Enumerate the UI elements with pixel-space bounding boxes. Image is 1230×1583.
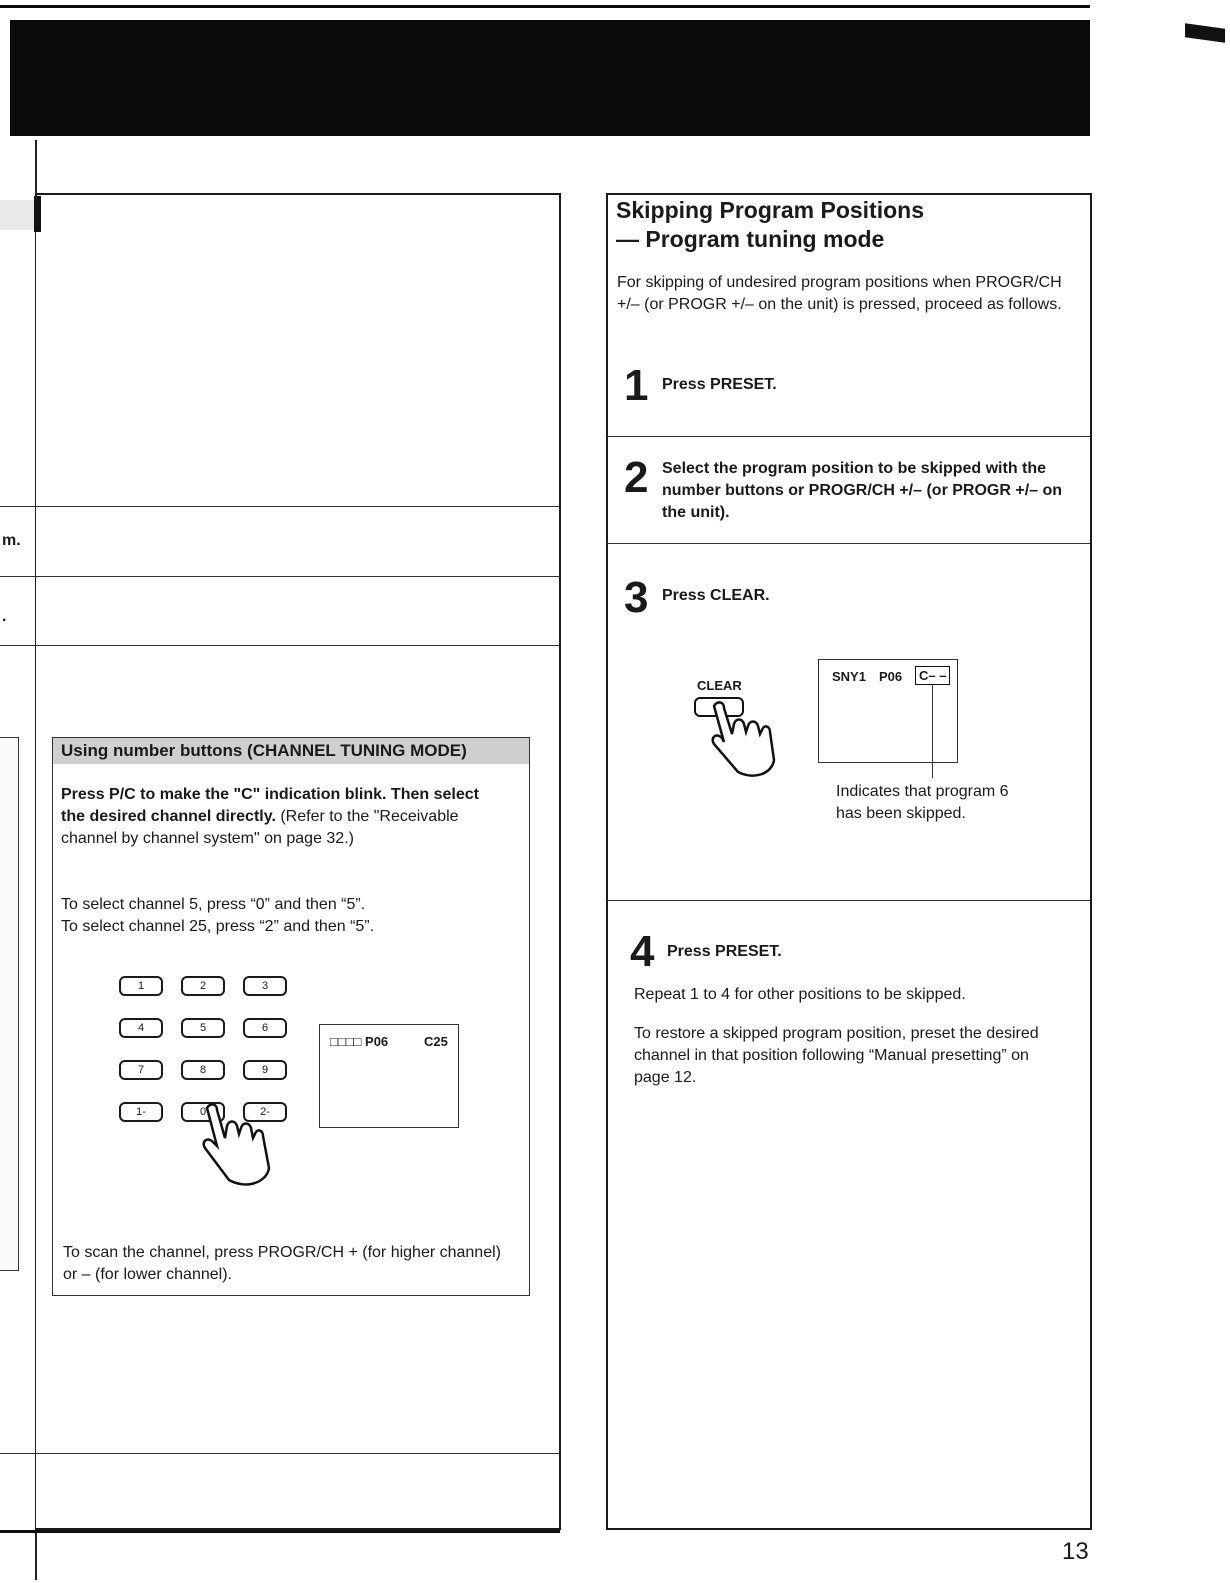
screen-channel-skipped: C– – — [915, 666, 950, 685]
section-heading — [616, 196, 1076, 254]
number-buttons-inset — [52, 737, 530, 1296]
step-number: 2 — [624, 453, 649, 502]
step-number: 1 — [624, 361, 649, 410]
key-0[interactable]: 0 — [181, 1102, 225, 1122]
page-number: 13 — [1062, 1538, 1089, 1565]
left-row-divider — [0, 506, 560, 507]
screen-status-text: □□□□ P06 — [330, 1034, 389, 1049]
step-text: Select the program position to be skipped with the number buttons or PROGR/CH +/– (or PROGR +/– on the unit). — [662, 460, 1063, 521]
tv-screen-display — [319, 1024, 459, 1128]
left-row-divider — [0, 1453, 560, 1454]
callout-leader-line — [932, 684, 933, 778]
heading-line: Skipping Program Positions — [616, 197, 924, 223]
key-9[interactable]: 9 — [243, 1060, 287, 1080]
key-7[interactable]: 7 — [119, 1060, 163, 1080]
step-divider — [606, 900, 1090, 901]
top-rule — [0, 5, 1090, 8]
section-intro: For skipping of undesired program positions when PROGR/CH +/– (or PROGR +/– on the unit) is pressed, proceed as follows. — [617, 274, 1062, 313]
corner-tab-mark — [1185, 23, 1225, 43]
inset-intro — [61, 784, 501, 850]
step-divider — [606, 436, 1090, 437]
key-5[interactable]: 5 — [181, 1018, 225, 1038]
step-divider — [606, 543, 1090, 544]
scan-note: To scan the channel, press PROGR/CH + (for higher channel) or – (for lower channel). — [63, 1244, 501, 1283]
key-1[interactable]: 1 — [119, 976, 163, 996]
heading-line: — Program tuning mode — [616, 226, 885, 252]
inset-intro-bold: Press P/C to make the "C" indication blink. Then select the desired channel directly. — [61, 786, 479, 825]
pointing-hand-icon — [177, 1098, 277, 1188]
left-grey-strip — [0, 200, 38, 230]
example-line: To select channel 25, press “2” and then “5”. — [61, 918, 375, 935]
tv-screen-display — [818, 659, 958, 763]
header-band — [10, 20, 1090, 136]
inset-title: Using number buttons (CHANNEL TUNING MODE) — [53, 738, 529, 764]
screen-prefix: SNY1 — [832, 669, 866, 684]
restore-note: To restore a skipped program position, preset the desired channel in that position following “Manual presetting” on page 12. — [634, 1025, 1039, 1086]
key-1-dash[interactable]: 1- — [119, 1102, 163, 1122]
key-8[interactable]: 8 — [181, 1060, 225, 1080]
step-text: Press PRESET. — [662, 376, 777, 393]
key-2[interactable]: 2 — [181, 976, 225, 996]
key-4[interactable]: 4 — [119, 1018, 163, 1038]
key-6[interactable]: 6 — [243, 1018, 287, 1038]
step-number: 4 — [630, 927, 655, 976]
repeat-note: Repeat 1 to 4 for other positions to be skipped. — [634, 986, 966, 1003]
left-margin-line-bottom — [35, 1530, 37, 1580]
inset-intro-normal: (Refer to the "Receivable channel by channel system" on page 32.) — [61, 808, 459, 847]
step-number: 3 — [624, 573, 649, 622]
left-row-divider — [0, 645, 560, 646]
clear-button-label: CLEAR — [697, 678, 742, 693]
step-text: Press CLEAR. — [662, 587, 770, 604]
side-fragment-text: . — [2, 608, 7, 625]
left-row-divider — [0, 576, 560, 577]
side-fragment-text: m. — [2, 532, 21, 549]
left-outer-box — [0, 737, 19, 1271]
screen-position-blink: P06 — [879, 669, 903, 684]
pointing-hand-icon — [690, 700, 780, 780]
step-text: Press PRESET. — [667, 943, 782, 960]
example-lines — [61, 894, 511, 938]
key-3[interactable]: 3 — [243, 976, 287, 996]
callout-text: Indicates that program 6 has been skipped. — [836, 783, 1009, 822]
key-2-dash[interactable]: 2- — [243, 1102, 287, 1122]
left-margin-line — [35, 140, 37, 200]
screen-channel-blink: C25 — [424, 1034, 448, 1049]
left-bottom-rule — [0, 1530, 560, 1533]
left-tick-mark — [34, 196, 41, 232]
example-line: To select channel 5, press “0” and then “5”. — [61, 896, 366, 913]
